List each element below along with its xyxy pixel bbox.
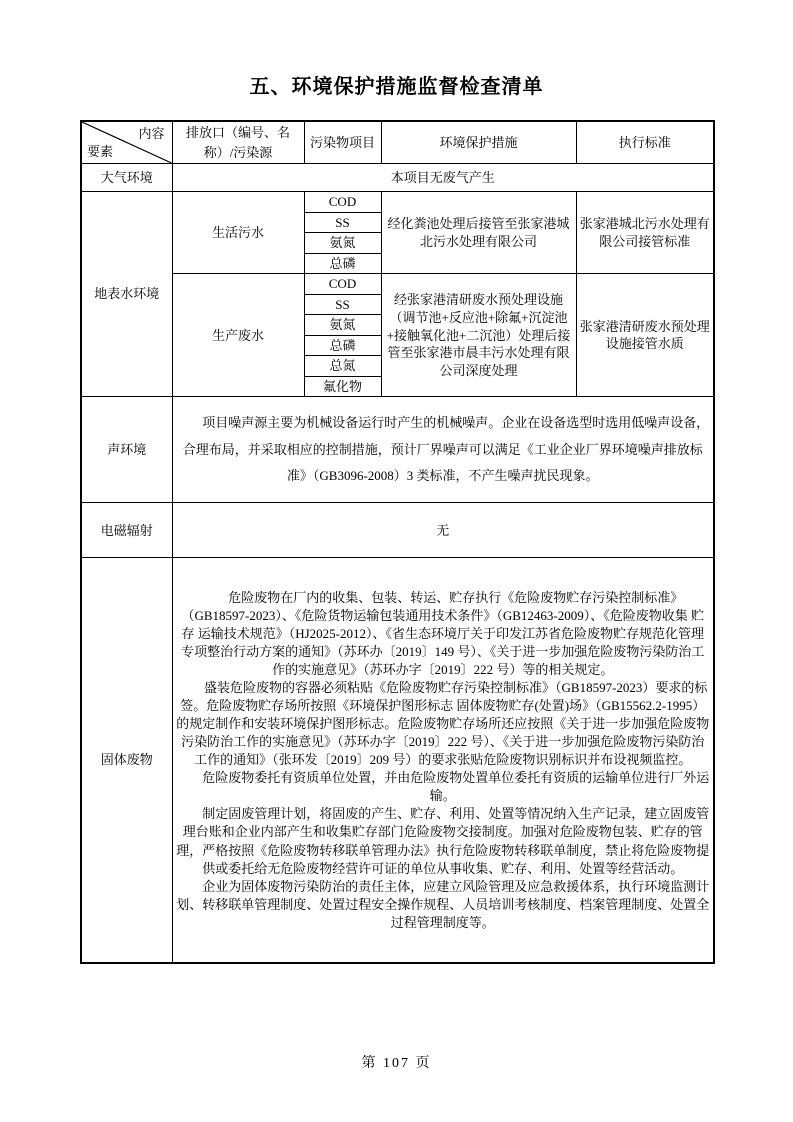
domestic-pollutant-ss: SS — [304, 212, 381, 233]
solid-waste-paragraph-1: 危险废物在厂内的收集、包装、转运、贮存执行《危险废物贮存污染控制标准》（GB18597-2023）、《危险货物运输包装通用技术条件》（GB12463-2009）、《危险废物收集 贮存 运输技术规范》（HJ2025-2012）、《省生态环境厅关于印发江苏省危险废物贮存规范化管理专项整治行动方案的通知》（苏环办〔2019〕149 号）、《关于进一步加强危险废物污染防治工作的实施意见》（苏环办字〔2019〕222 号）等的相关规定。 — [181, 589, 705, 677]
electromagnetic-content: 无 — [172, 503, 714, 558]
solid-waste-factor: 固体废物 — [81, 558, 172, 963]
solid-waste-paragraph-3: 危险废物委托有资质单位处置，并由危险废物处置单位委托有资质的运输单位进行厂外运输。 — [202, 770, 710, 804]
domestic-measure: 经化粪池处理后接管至张家港城北污水处理有限公司 — [381, 192, 576, 274]
production-row-1 — [81, 274, 714, 295]
inspection-checklist-table — [80, 120, 715, 964]
page-title: 五、环境保护措施监督检查清单 — [249, 76, 544, 98]
production-pollutant-fluoride: 氟化物 — [304, 376, 381, 397]
domestic-pollutant-nh3n: 氨氮 — [304, 233, 381, 254]
domestic-pollutant-cod: COD — [304, 192, 381, 213]
air-factor: 大气环境 — [81, 164, 172, 192]
header-outlet: 排放口（编号、名称）/污染源 — [172, 121, 304, 164]
header-measures: 环境保护措施 — [381, 121, 576, 164]
production-pollutant-tn: 总氮 — [304, 356, 381, 377]
header-pollutant: 污染物项目 — [304, 121, 381, 164]
noise-content: 项目噪声源主要为机械设备运行时产生的机械噪声。企业在设备选型时选用低噪声设备，合理布局，并采取相应的控制措施，预计厂界噪声可以满足《工业企业厂界环境噪声排放标准》（GB3096-2008）3 类标准，不产生噪声扰民现象。 — [182, 415, 710, 484]
production-standard: 张家港清研废水预处理设施接管水质 — [576, 274, 714, 397]
domestic-source: 生活污水 — [172, 192, 304, 274]
header-standard: 执行标准 — [576, 121, 714, 164]
production-pollutant-cod: COD — [304, 274, 381, 295]
air-row — [81, 164, 714, 192]
electromagnetic-row — [81, 503, 714, 558]
production-measure: 经张家港清研废水预处理设施（调节池+反应池+除氟+沉淀池+接触氧化池+二沉池）处理后接管至张家港市晨丰污水处理有限公司深度处理 — [381, 274, 576, 397]
solid-waste-content-cell — [172, 558, 714, 963]
air-content: 本项目无废气产生 — [172, 164, 714, 192]
solid-waste-paragraph-2: 盛装危险废物的容器必须粘贴《危险废物贮存污染控制标准》（GB18597-2023）要求的标签。危险废物贮存场所按照《环境保护图形标志 固体废物贮存(处置)场》（GB15562.2-1995）的规定制作和安装环境保护图形标志。危险废物贮存场所还应按照《关于进一步加强危险废物污染防治工作的实施意见》（苏环办字〔2019〕222 号）、《关于进一步加强危险废物污染防治工作的通知》（张环发〔2019〕209 号）的要求张贴危险废物识别标识并布设视频监控。 — [176, 679, 710, 768]
noise-content-cell — [172, 397, 714, 503]
solid-waste-paragraph-4: 制定固废管理计划，将固废的产生、贮存、利用、处置等情况纳入生产记录，建立固废管理台账和企业内部产生和收集贮存部门危险废物交接制度。加强对危险废物包装、贮存的管理，严格按照《危险废物转移联单管理办法》执行危险废物转移联单制度，禁止将危险废物提供或委托给无危险废物经营许可证的单位从事收集、贮存、利用、处置等经营活动。 — [176, 806, 710, 876]
noise-factor: 声环境 — [81, 397, 172, 503]
header-diagonal-cell — [81, 121, 172, 164]
surface-water-factor: 地表水环境 — [81, 192, 172, 397]
header-factor-label: 要素 — [87, 143, 114, 159]
solid-waste-paragraph-5: 企业为固体废物污染防治的责任主体，应建立风险管理及应急救援体系，执行环境监测计划、转移联单管理制度、处置过程安全操作规程、人员培训考核制度、档案管理制度、处置全过程管理制度等。 — [176, 878, 710, 930]
electromagnetic-factor: 电磁辐射 — [81, 503, 172, 558]
domestic-pollutant-tp: 总磷 — [304, 253, 381, 274]
domestic-standard: 张家港城北污水处理有限公司接管标准 — [576, 192, 714, 274]
production-pollutant-nh3n: 氨氮 — [304, 315, 381, 336]
noise-row — [81, 397, 714, 503]
production-pollutant-ss: SS — [304, 294, 381, 315]
page-number: 第 107 页 — [361, 1056, 432, 1071]
production-pollutant-tp: 总磷 — [304, 335, 381, 356]
production-source: 生产废水 — [172, 274, 304, 397]
domestic-row-1 — [81, 192, 714, 213]
solid-waste-row — [81, 558, 714, 963]
header-content-label: 内容 — [138, 126, 165, 141]
table-header-row — [81, 121, 714, 164]
